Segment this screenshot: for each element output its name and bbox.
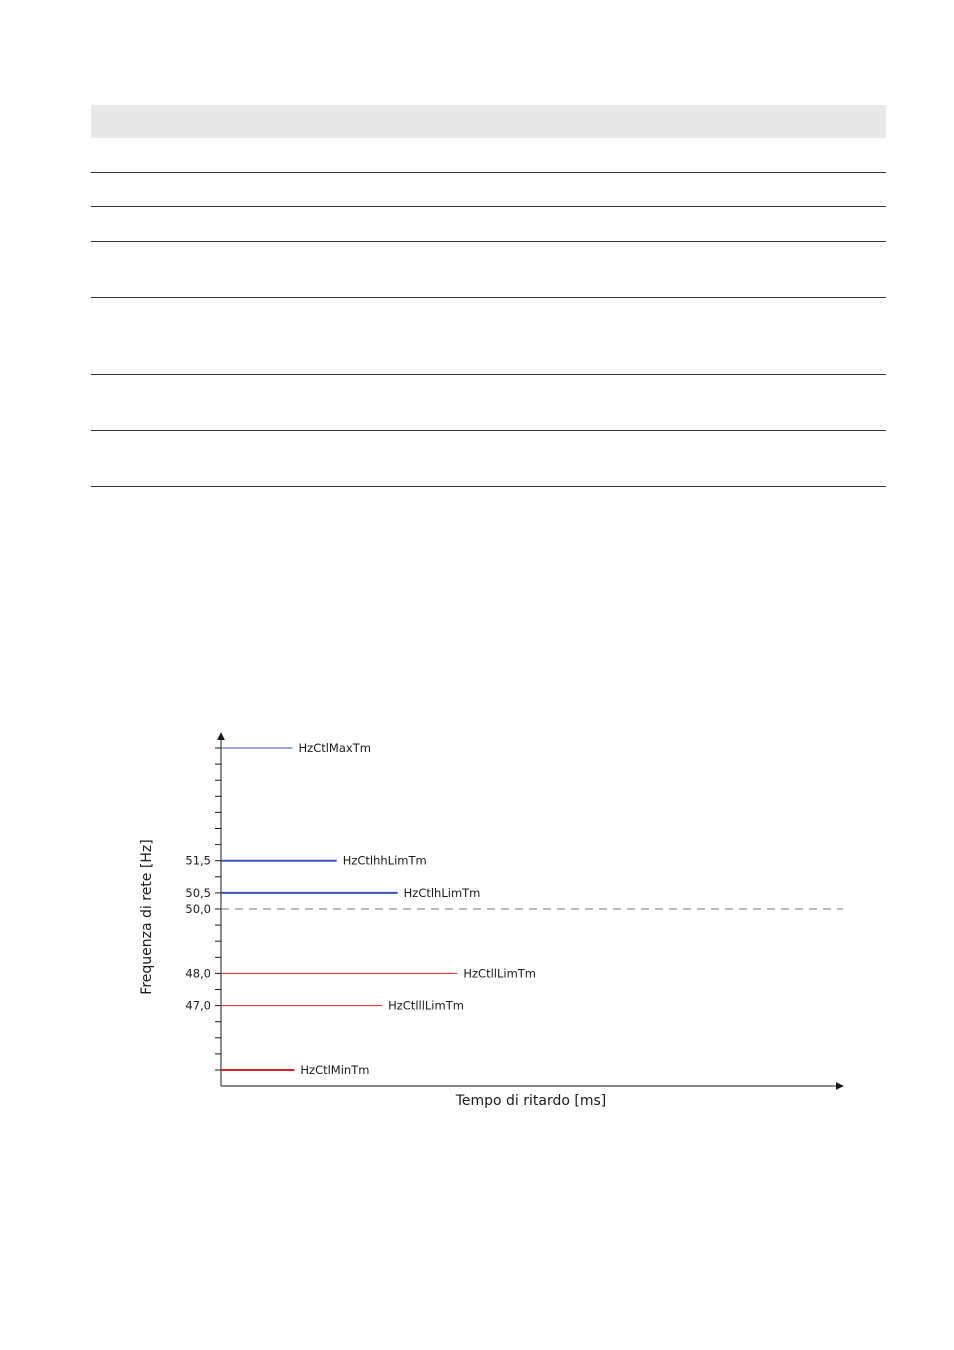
- y-minor-ticks: [215, 748, 221, 1070]
- series-label: HzCtlllLimTm: [388, 998, 464, 1013]
- series-label: HzCtlhLimTm: [403, 885, 481, 900]
- series-label: HzCtlhhLimTm: [342, 853, 427, 868]
- series-label: HzCtllLimTm: [463, 966, 537, 981]
- y-tick-label: 51,5: [185, 853, 211, 868]
- y-tick-label: 50,5: [185, 885, 211, 900]
- y-axis-title: Frequenza di rete [Hz]: [139, 839, 155, 995]
- x-axis-title: Tempo di ritardo [ms]: [455, 1093, 607, 1109]
- series-label: HzCtlMinTm: [300, 1063, 370, 1077]
- y-tick-label: 47,0: [185, 998, 211, 1013]
- series-label: HzCtlMaxTm: [298, 741, 371, 755]
- y-tick-label: 50,0: [185, 902, 211, 916]
- y-tick-labels: [185, 854, 211, 1013]
- y-tick-label: 48,0: [185, 966, 211, 981]
